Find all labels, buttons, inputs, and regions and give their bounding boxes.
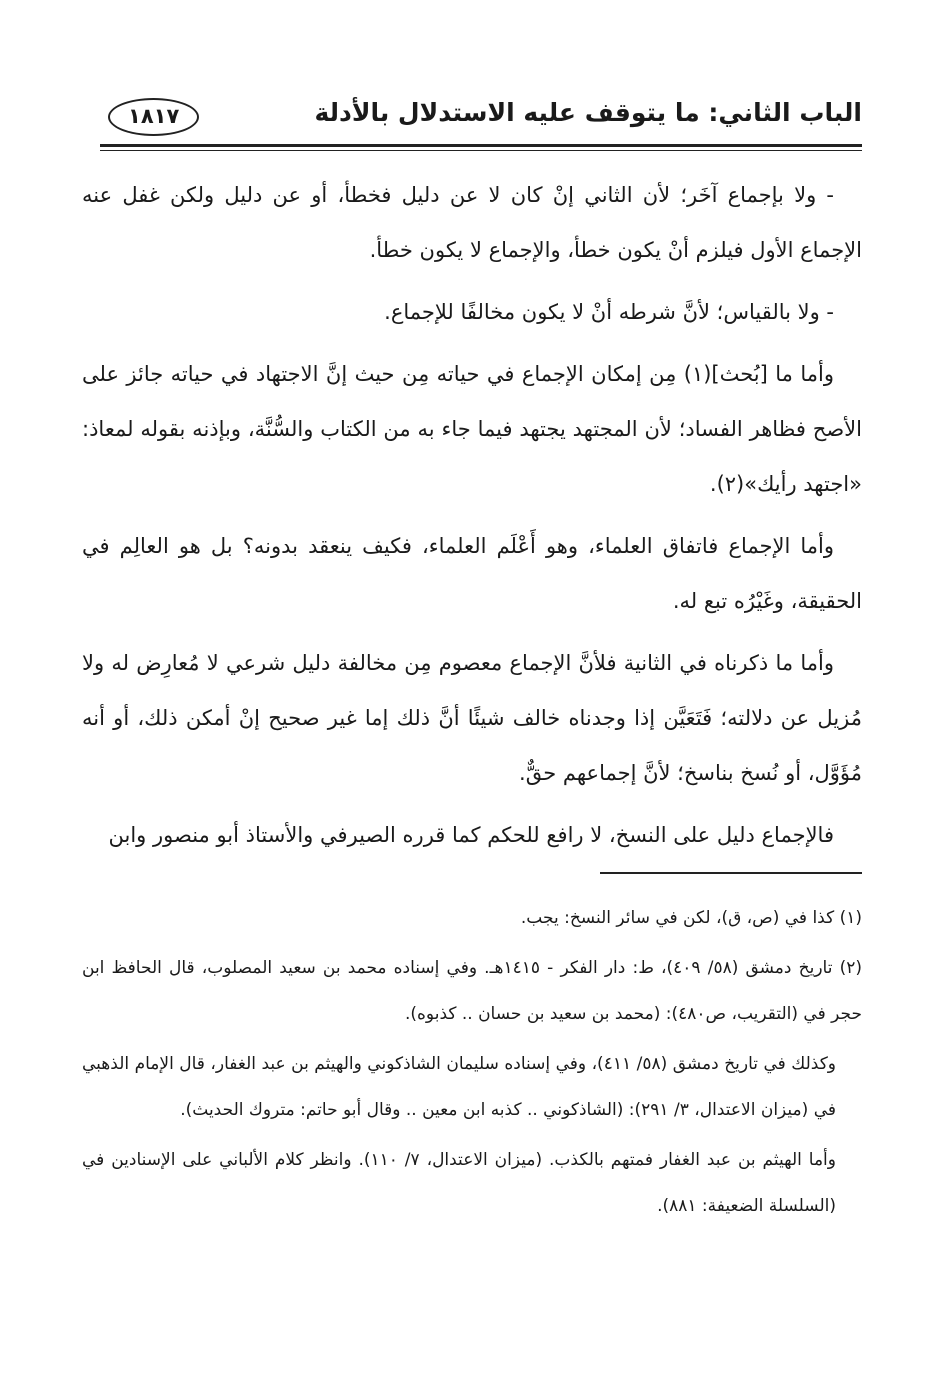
footnote: (٢) تاريخ دمشق (٥٨/ ٤٠٩)، ط: دار الفكر - ١٤١٥هـ. وفي إسناده محمد بن سعيد المصلوب، قال الحافظ ابن حجر في (التقريب، ص٤٨٠): (محمد بن سعيد بن حسان .. كذبوه).	[82, 958, 862, 1024]
paragraph: وأما ما ذكرناه في الثانية فلأنَّ الإجماع معصوم مِن مخالفة دليل شرعي لا مُعارِض له ولا مُزيل عن دلالته؛ فَتَعَيَّن إذا وجدناه خالف شيئًا أنَّ ذلك إما غير صحيح إنْ أمكن ذلك، أو أنه مُؤَوَّل، أو نُسخ بناسخ؛ لأنَّ إجماعهم حقٌّ.	[82, 651, 862, 785]
footnote: وكذلك في تاريخ دمشق (٥٨/ ٤١١)، وفي إسناده سليمان الشاذكوني والهيثم بن عبد الغفار، قال الإمام الذهبي في (ميزان الاعتدال، ٣/ ٢٩١): (الشاذكوني .. كذبه ابن معين .. وقال أبو حاتم: متروك الحديث).	[82, 1054, 837, 1120]
footnote-separator	[600, 872, 862, 874]
footnotes	[82, 895, 862, 1233]
page-number-badge: ١٨١٧	[108, 98, 199, 136]
header-rule-thick	[100, 144, 862, 147]
chapter-title: الباب الثاني: ما يتوقف عليه الاستدلال بالأدلة	[314, 98, 862, 127]
paragraph: فالإجماع دليل على النسخ، لا رافع للحكم كما قرره الصيرفي والأستاذ أبو منصور وابن	[108, 823, 834, 847]
paragraph: - ولا بإجماع آخَر؛ لأن الثاني إنْ كان لا عن دليل فخطأ، أو عن دليل ولكن غفل عنه الإجماع الأول فيلزم أنْ يكون خطأ، والإجماع لا يكون خطأ.	[82, 183, 862, 262]
header-rule-thin	[100, 150, 862, 151]
page-header	[100, 92, 862, 144]
paragraph: وأما ما [بُحث](١) مِن إمكان الإجماع في حياته مِن حيث إنَّ الاجتهاد في حياته جائز على الأصح فظاهر الفساد؛ لأن المجتهد يجتهد فيما جاء به من الكتاب والسُّنَّة، وبإذنه بقوله لمعاذ: «اجتهد رأيك»(٢).	[82, 362, 862, 496]
paragraph: - ولا بالقياس؛ لأنَّ شرطه أنْ لا يكون مخالفًا للإجماع.	[384, 300, 834, 324]
footnote: وأما الهيثم بن عبد الغفار فمتهم بالكذب. (ميزان الاعتدال، ٧/ ١١٠). وانظر كلام الألباني على الإسنادين في (السلسلة الضعيفة: ٨٨١).	[82, 1150, 836, 1216]
paragraph: وأما الإجماع فاتفاق العلماء، وهو أَعْلَم العلماء، فكيف ينعقد بدونه؟ بل هو العالِم في الحقيقة، وغَيْرُه تبع له.	[82, 534, 862, 613]
footnote: (١) كذا في (ص، ق)، لكن في سائر النسخ: يجب.	[520, 908, 862, 928]
main-text	[82, 168, 862, 870]
